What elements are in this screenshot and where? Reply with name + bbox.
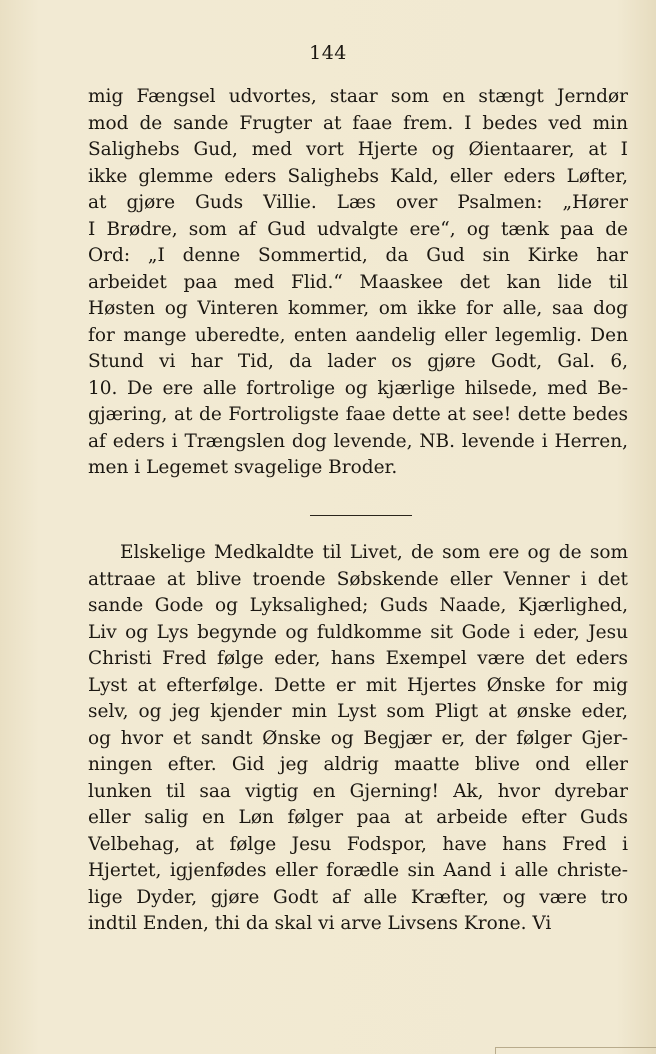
section-divider bbox=[310, 515, 412, 516]
text-line: lige Dyder, gjøre Godt af alle Kræfter, og være tro bbox=[88, 886, 628, 908]
text-line: ningen efter. Gid jeg aldrig maatte blive ond eller bbox=[88, 754, 628, 775]
text-line: af eders i Trængslen dog levende, NB. levende i Herren, bbox=[88, 430, 628, 452]
text-line: arbeidet paa med Flid.“ Maaskee det kan lide til bbox=[88, 271, 628, 293]
text-line: mod de sande Frugter at faae frem. I bedes ved min bbox=[88, 112, 628, 134]
text-line: 10. De ere alle fortrolige og kjærlige hilsede, med Be- bbox=[88, 377, 628, 399]
text-line: at gjøre Guds Villie. Læs over Psalmen: „Hører bbox=[88, 192, 628, 213]
paragraph-letter-closing bbox=[88, 84, 628, 482]
scan-edge-mark bbox=[495, 1047, 656, 1054]
text-line: Ord: „I denne Sommertid, da Gud sin Kirke har bbox=[88, 245, 628, 266]
text-line: mig Fængsel udvortes, staar som en stængt Jerndør bbox=[88, 86, 628, 107]
page-number: 144 bbox=[309, 42, 347, 64]
text-line: Hjertet, igjenfødes eller forædle sin Aand i alle christe- bbox=[88, 860, 628, 881]
text-line: Velbehag, at følge Jesu Fodspor, have hans Fred i bbox=[88, 833, 628, 855]
text-line: selv, og jeg kjender min Lyst som Pligt at ønske eder, bbox=[88, 701, 628, 722]
text-line: men i Legemet svagelige Broder. bbox=[88, 457, 398, 478]
text-line: I Brødre, som af Gud udvalgte ere“, og tænk paa de bbox=[88, 218, 628, 240]
text-line: ikke glemme eders Salighebs Kald, eller eders Løfter, bbox=[88, 165, 628, 187]
text-line: Salighebs Gud, med vort Hjerte og Øientaarer, at I bbox=[88, 139, 628, 160]
text-line: Høsten og Vinteren kommer, om ikke for alle, saa dog bbox=[88, 298, 628, 319]
text-line: gjæring, at de Fortroligste faae dette at see! dette bedes bbox=[88, 404, 628, 425]
text-line: lunken til saa vigtig en Gjerning! Ak, hvor dyrebar bbox=[88, 780, 628, 802]
text-line: Liv og Lys begynde og fuldkomme sit Gode i eder, Jesu bbox=[88, 621, 628, 643]
text-line: Christi Fred følge eder, hans Exempel være det eders bbox=[88, 648, 628, 669]
text-line: Lyst at efterfølge. Dette er mit Hjertes Ønske for mig bbox=[88, 674, 628, 696]
text-line: attraae at blive troende Søbskende eller Venner i det bbox=[88, 568, 628, 590]
text-line: eller salig en Løn følger paa at arbeide efter Guds bbox=[88, 807, 628, 828]
text-line: og hvor et sandt Ønske og Begjær er, der følger Gjer- bbox=[88, 727, 628, 749]
text-line: for mange uberedte, enten aandelig eller legemlig. Den bbox=[88, 324, 628, 346]
text-line: indtil Enden, thi da skal vi arve Livsens Krone. Vi bbox=[88, 913, 552, 934]
paragraph-greeting bbox=[88, 540, 628, 938]
text-line: Elskelige Medkaldte til Livet, de som ere og de som bbox=[120, 542, 628, 563]
text-line: sande Gode og Lyksalighed; Guds Naade, Kjærlighed, bbox=[88, 595, 628, 616]
text-line: Stund vi har Tid, da lader os gjøre Godt, Gal. 6, bbox=[88, 351, 628, 372]
